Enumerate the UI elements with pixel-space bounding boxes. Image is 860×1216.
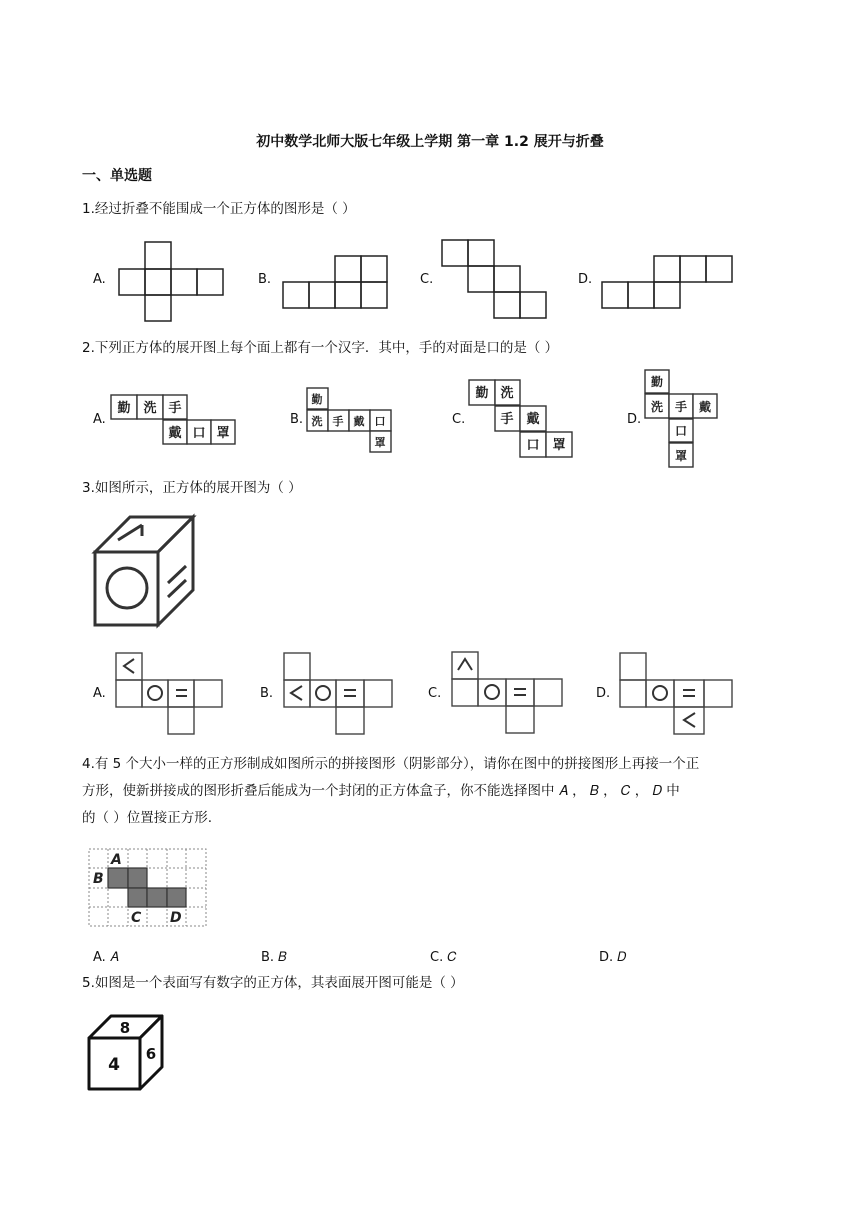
q2a-char: 口 [192,426,206,441]
q2c-char: 戴 [526,412,540,427]
q2a-char: 洗 [143,401,157,416]
q2b-char: 勤 [311,393,323,406]
page-title: 初中数学北师大版七年级上学期 第一章 1.2 展开与折叠 [256,134,604,150]
q2d-char: 罩 [674,449,688,463]
question-5-stem: 5.如图是一个表面写有数字的正方体，其表面展开图可能是（ ） [82,975,464,991]
q4-option-d: D. 𝐷 [599,950,627,965]
q2c-char: 口 [526,438,540,453]
q4-grid-label-c: C [131,910,142,926]
q4-grid-label-d: D [170,910,182,926]
q2b-char: 口 [374,415,386,428]
question-3-stem: 3.如图所示，正方体的展开图为（ ） [82,480,302,496]
q5-face-right: 6 [145,1045,157,1063]
q2-option-d-label: D. [627,412,642,427]
question-2-stem: 2.下列正方体的展开图上每个面上都有一个汉字．其中，手的对面是口的是（ ） [82,340,559,356]
q2-option-b-label: B. [290,412,304,427]
q2b-char: 洗 [311,415,323,428]
q2a-char: 勤 [117,401,131,416]
q5-face-front: 4 [108,1055,120,1075]
q2c-char: 罩 [552,438,566,453]
q2d-char: 手 [674,400,688,414]
q2a-char: 罩 [216,426,230,441]
q5-face-top: 8 [119,1019,131,1037]
q4-grid-label-b: B [93,871,104,887]
q2d-char: 勤 [650,375,664,389]
q2d-char: 口 [674,424,688,438]
q4-grid-label-a: A [111,852,122,868]
q2-option-a-label: A. [93,412,106,427]
q3-option-a-label: A. [93,686,106,701]
q3-option-d-label: D. [596,686,611,701]
q2c-char: 手 [500,412,514,427]
q2b-char: 戴 [353,415,365,428]
q2d-char: 洗 [650,400,664,414]
q3-option-b-label: B. [260,686,274,701]
q1-option-d-label: D. [578,272,593,287]
q3-option-c-label: C. [428,686,442,701]
q4-stem-line1: 4.有 5 个大小一样的正方形制成如图所示的拼接图形（阴影部分），请你在图中的拼接图形上再接一个正 [82,756,700,772]
q4-option-c: C. 𝐶 [430,950,457,965]
q4-stem-line3: 的（ ）位置接正方形. [82,810,213,826]
question-1-stem: 1.经过折叠不能围成一个正方体的图形是（ ） [82,201,356,217]
section-heading: 一、单选题 [82,168,152,184]
q2a-char: 戴 [168,426,182,441]
q1-option-c-label: C. [420,272,434,287]
q4-option-a: A. 𝐴 [93,950,119,965]
q1-option-b-label: B. [258,272,272,287]
q2-option-c-label: C. [452,412,466,427]
q2d-char: 戴 [698,400,712,414]
q4-stem-line2: 方形，使新拼接成的图形折叠后能成为一个封闭的正方体盒子，你不能选择图中 𝐴 ， 𝐵 ， 𝐶 ， 𝐷 中 [82,783,680,799]
q2b-char: 手 [332,415,344,428]
q2c-char: 勤 [475,386,489,401]
q2c-char: 洗 [500,386,514,401]
q2a-char: 手 [168,401,182,416]
q4-option-b: B. 𝐵 [261,950,287,965]
q2b-char: 罩 [374,436,386,449]
q1-option-a-label: A. [93,272,106,287]
